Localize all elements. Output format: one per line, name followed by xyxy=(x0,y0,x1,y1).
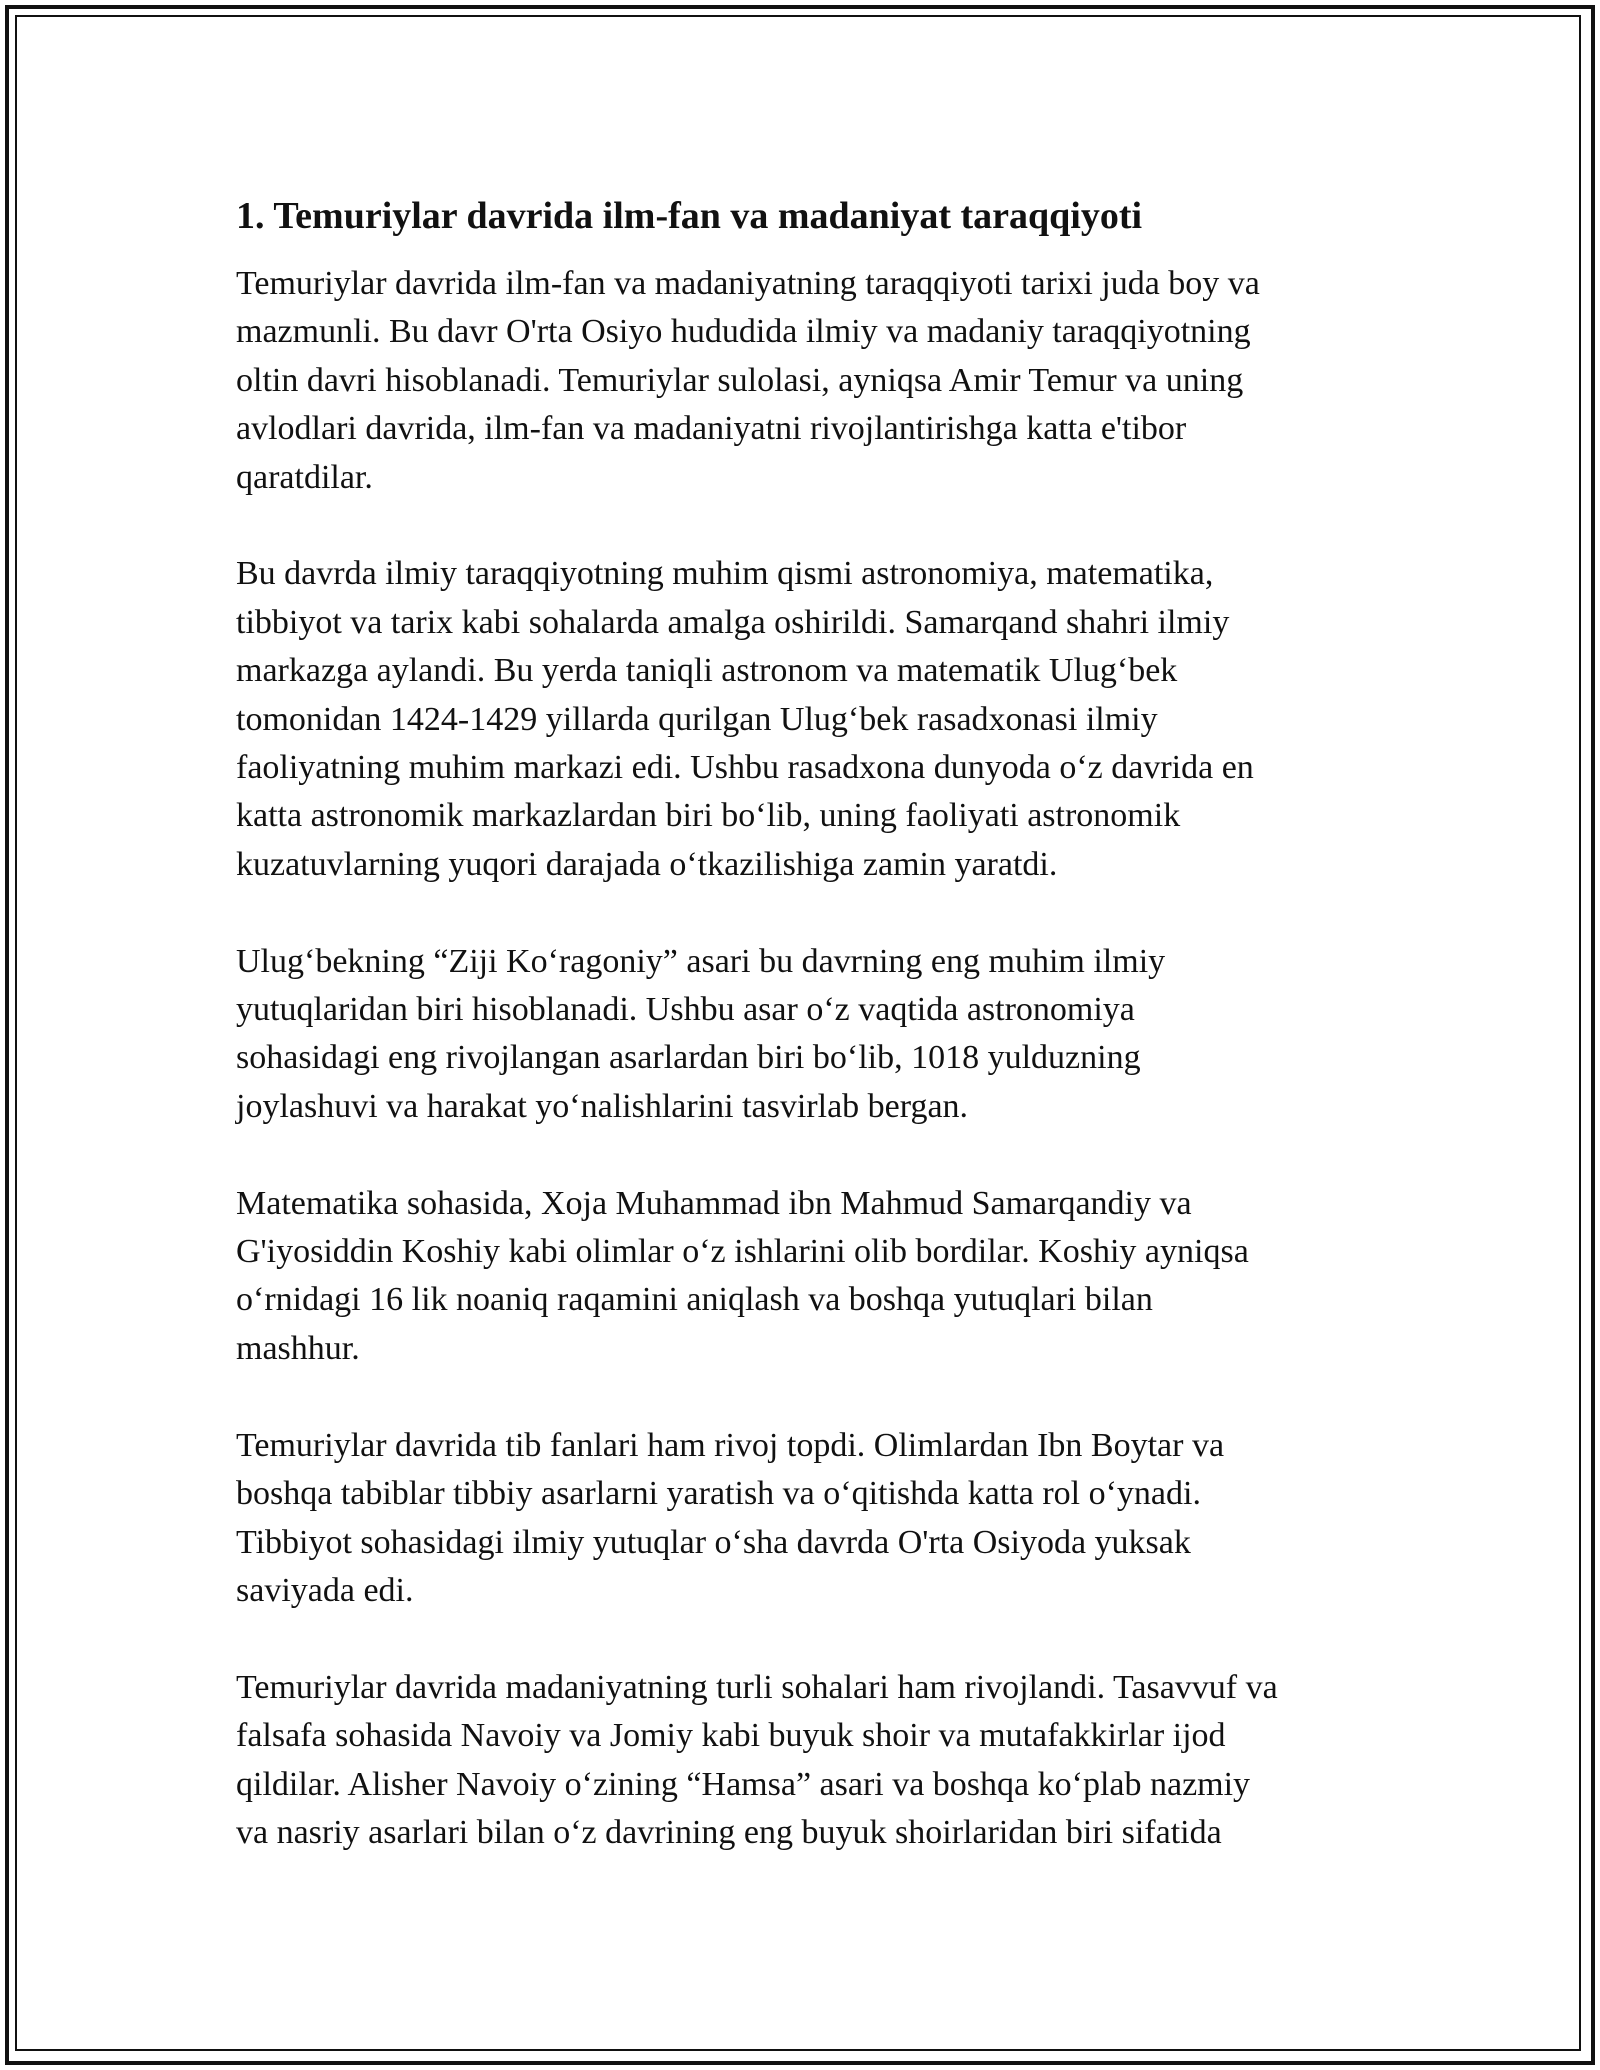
paragraph-line: o‘rnidagi 16 lik noaniq raqamini aniqlash va boshqa yutuqlari bilan xyxy=(236,1281,1153,1319)
paragraph-line: mazmunli. Bu davr O'rta Osiyo hududida ilmiy va madaniy taraqqiyotning xyxy=(236,313,1251,351)
paragraph-line: Ulug‘bekning “Ziji Ko‘ragoniy” asari bu davrning eng muhim ilmiy xyxy=(236,942,1166,980)
paragraph-line: yutuqlaridan biri hisoblanadi. Ushbu asar o‘z vaqtida astronomiya xyxy=(236,991,1135,1029)
paragraph-line: joylashuvi va harakat yo‘nalishlarini tasvirlab bergan. xyxy=(236,1087,969,1125)
document-body xyxy=(236,188,1384,1906)
paragraph-line: qildilar. Alisher Navoiy o‘zining “Hamsa” asari va boshqa ko‘plab nazmiy xyxy=(236,1765,1251,1803)
paragraph-line: saviyada edi. xyxy=(236,1571,414,1609)
section-heading: 1. Temuriylar davrida ilm-fan va madaniyat taraqqiyoti xyxy=(236,195,1143,237)
paragraph-line: va nasriy asarlari bilan o‘z davrining eng buyuk shoirlaridan biri sifatida xyxy=(236,1813,1222,1851)
paragraph-line: falsafa sohasida Navoiy va Jomiy kabi buyuk shoir va mutafakkirlar ijod xyxy=(236,1717,1226,1755)
paragraph-line: Tibbiyot sohasidagi ilmiy yutuqlar o‘sha davrda O'rta Osiyoda yuksak xyxy=(236,1523,1191,1561)
paragraph-4 xyxy=(236,1180,1384,1374)
paragraph-line: avlodlari davrida, ilm-fan va madaniyatni rivojlantirishga katta e'tibor xyxy=(236,410,1187,448)
paragraph-line: qaratdilar. xyxy=(236,458,373,496)
paragraph-line: Temuriylar davrida madaniyatning turli sohalari ham rivojlandi. Tasavvuf va xyxy=(236,1668,1278,1706)
paragraph-3 xyxy=(236,938,1384,1132)
paragraph-line: tomonidan 1424-1429 yillarda qurilgan Ulug‘bek rasadxonasi ilmiy xyxy=(236,700,1158,738)
paragraph-line: mashhur. xyxy=(236,1329,360,1367)
paragraph-5 xyxy=(236,1422,1384,1616)
paragraph-line: sohasidagi eng rivojlangan asarlardan biri bo‘lib, 1018 yulduzning xyxy=(236,1039,1141,1077)
paragraph-line: boshqa tabiblar tibbiy asarlarni yaratish va o‘qitishda katta rol o‘ynadi. xyxy=(236,1475,1201,1513)
paragraph-line: oltin davri hisoblanadi. Temuriylar sulolasi, ayniqsa Amir Temur va uning xyxy=(236,361,1244,399)
paragraph-line: katta astronomik markazlardan biri bo‘lib, uning faoliyati astronomik xyxy=(236,797,1181,835)
paragraph-line: faoliyatning muhim markazi edi. Ushbu rasadxona dunyoda o‘z davrida en xyxy=(236,749,1254,787)
paragraph-1 xyxy=(236,260,1384,502)
paragraph-2 xyxy=(236,550,1384,889)
paragraph-line: Temuriylar davrida tib fanlari ham rivoj topdi. Olimlardan Ibn Boytar va xyxy=(236,1426,1225,1464)
paragraph-line: Temuriylar davrida ilm-fan va madaniyatning taraqqiyoti tarixi juda boy va xyxy=(236,265,1260,302)
paragraph-line: tibbiyot va tarix kabi sohalarda amalga oshirildi. Samarqand shahri ilmiy xyxy=(236,603,1230,641)
paragraph-line: Bu davrda ilmiy taraqqiyotning muhim qismi astronomiya, matematika, xyxy=(236,555,1214,593)
paragraph-line: kuzatuvlarning yuqori darajada o‘tkazilishiga zamin yaratdi. xyxy=(236,845,1058,883)
paragraph-line: markazga aylandi. Bu yerda taniqli astronom va matematik Ulug‘bek xyxy=(236,652,1178,690)
paragraph-line: Matematika sohasida, Xoja Muhammad ibn Mahmud Samarqandiy va xyxy=(236,1184,1192,1222)
paragraph-6 xyxy=(236,1664,1384,1858)
paragraph-line: G'iyosiddin Koshiy kabi olimlar o‘z ishlarini olib bordilar. Koshiy ayniqsa xyxy=(236,1233,1249,1271)
